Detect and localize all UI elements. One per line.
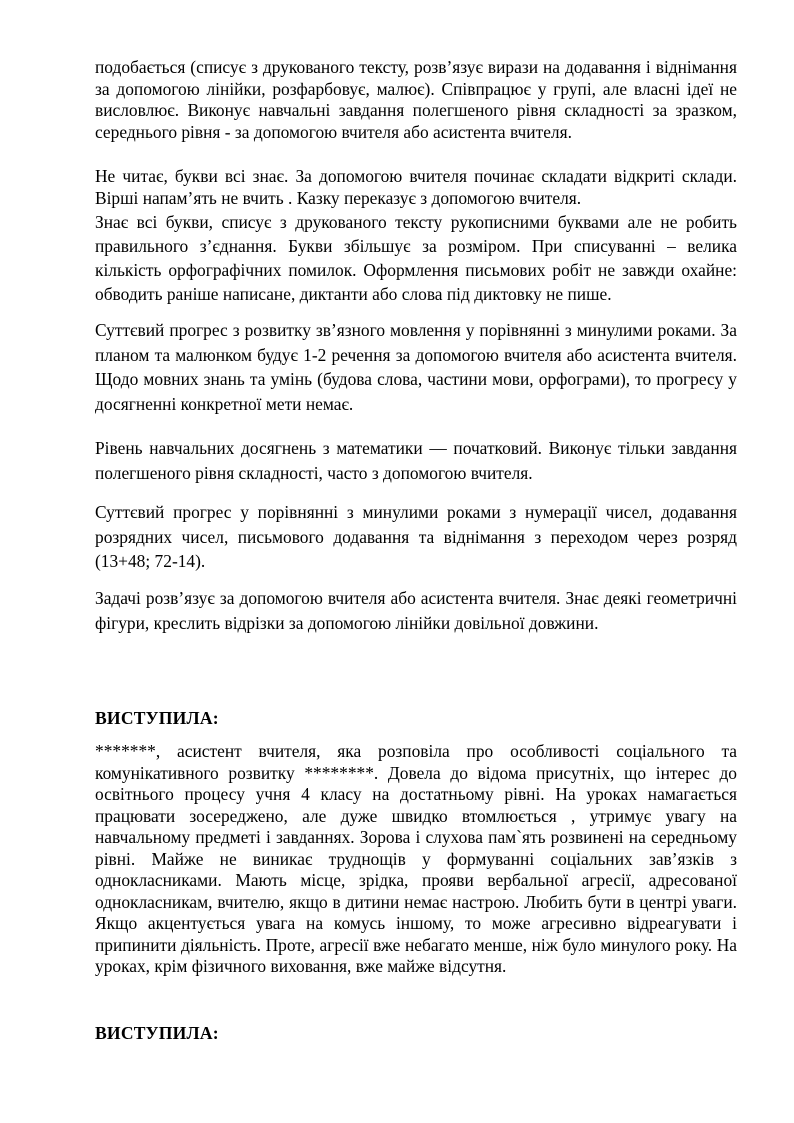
paragraph-math-level: Рівень навчальних досягнень з математики — початковий. Виконує тільки завдання полегшеного рівня складності, часто з допомогою вчителя. [95,438,737,483]
paragraph-speech-development: Суттєвий прогрес з розвитку зв’язного мовлення у порівнянні з минулими роками. За планом та малюнком будує 1-2 речення за допомогою вчителя або асистента вчителя. Щодо мовних знань та умінь (будова слова, частини мови, орфограми), то прогресу у досягненні конкретної мети немає. [95,320,737,415]
paragraph-problems-geometry: Задачі розв’язує за допомогою вчителя або асистента вчителя. Знає деякі геометричні фігури, креслить відрізки за допомогою лінійки довільної довжини. [95,588,737,633]
section-heading-spoke-2: ВИСТУПИЛА: [95,1023,219,1043]
paragraph-progress-overview: подобається (списує з друкованого тексту, розв’язує вирази на додавання і віднімання за допомогою лінійки, розфарбовує, малює). Співпрацює у групі, але власні ідеї не висловлює. Виконує навчальні завдання полегшеного рівня складності за зразком, середнього рівня - за допомогою вчителя або асистента вчителя. [95,57,737,142]
section-heading-spoke: ВИСТУПИЛА: [95,708,219,728]
paragraph-math-progress: Суттєвий прогрес у порівнянні з минулими роками з нумерації чисел, додавання розрядних чисел, письмового додавання та віднімання з переходом через розряд (13+48; 72-14). [95,502,737,572]
paragraph-assistant-report: *******, асистент вчителя, яка розповіла про особливості соціального та комунікативного розвитку ********. Довела до відома присутніх, що інтерес до освітнього процесу учня 4 класу на достатньому рівні. На уроках намагається працювати зосереджено, але дуже швидко втомлюється , утримує увагу на навчальному предметі і завданнях. Зорова і слухова пам`ять розвинені на середньому рівні. Майже не виникає труднощів у формуванні соціальних зав’язків з однокласниками. Мають місце, зрідка, прояви вербальної агресії, адресованої однокласникам, вчителю, якщо в дитини немає настрою. Любить бути в центрі уваги. Якщо акцентується увага на комусь іншому, то може агресивно відреагувати і припинити діяльність. Проте, агресії вже небагато менше, ніж було минулого року. На уроках, крім фізичного виховання, вже майже відсутня. [95,741,737,976]
paragraph-writing: Знає всі букви, списує з друкованого тексту рукописними буквами але не робить правильного з’єднання. Букви збільшує за розміром. При списуванні – велика кількість орфографічних помилок. Оформлення письмових робіт не завжди охайне: обводить раніше написане, диктанти або слова під диктовку не пише. [95,212,737,304]
paragraph-reading: Не читає, букви всі знає. За допомогою вчителя починає складати відкриті склади. Вірші напам’ять не вчить . Казку переказує з допомогою вчителя. [95,166,737,208]
